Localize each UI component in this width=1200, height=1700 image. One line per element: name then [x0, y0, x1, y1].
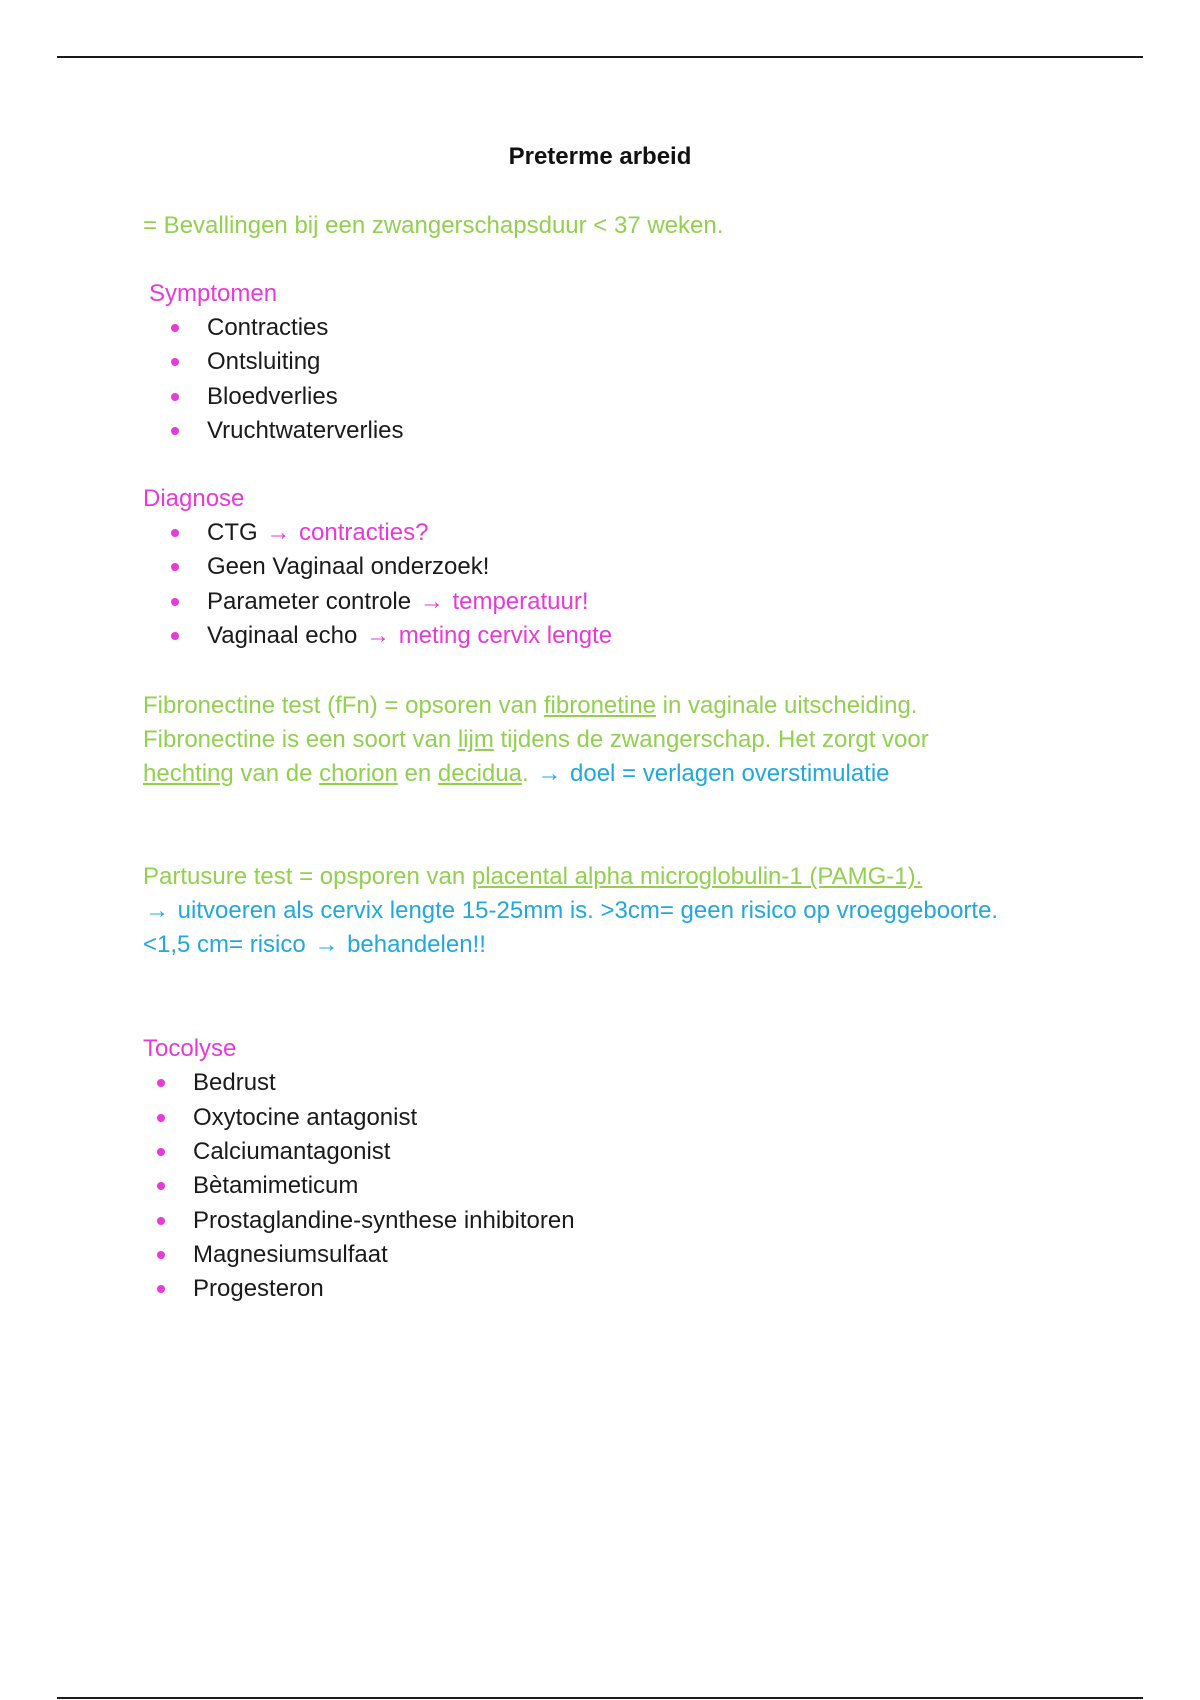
arrow-right-icon: → [145, 897, 169, 925]
arrow-right-icon: → [537, 760, 562, 788]
list-item: Bloedverlies [143, 380, 1103, 414]
bullet-icon [157, 1217, 165, 1225]
definition-line: = Bevallingen bij een zwangerschapsduur < 37 weken. [143, 212, 724, 239]
bullet-icon [171, 358, 179, 366]
list-item: Calciumantagonist [143, 1135, 1103, 1169]
arrow-right-icon: → [366, 622, 391, 650]
tocolysis-heading: Tocolyse [143, 1035, 237, 1063]
bullet-icon [157, 1079, 165, 1087]
list-item: Oxytocine antagonist [143, 1101, 1103, 1135]
bullet-icon [171, 529, 179, 537]
list-item: Vruchtwaterverlies [143, 414, 1103, 448]
header-rule [57, 56, 1143, 58]
symptoms-list [143, 311, 1103, 448]
arrow-right-icon: → [314, 931, 339, 959]
list-item: Geen Vaginaal onderzoek! [143, 550, 1103, 584]
footer-rule [57, 1697, 1143, 1699]
bullet-icon [157, 1114, 165, 1122]
list-item: CTG → contracties? [143, 516, 1103, 550]
tocolysis-list [143, 1066, 1103, 1306]
list-item: Vaginaal echo → meting cervix lengte [143, 619, 1103, 653]
list-item: Parameter controle → temperatuur! [143, 585, 1103, 619]
arrow-right-icon: → [266, 519, 291, 547]
bullet-icon [171, 563, 179, 571]
list-item: Progesteron [143, 1272, 1103, 1306]
partusure-paragraph: Partusure test = opsporen van placental alpha microglobulin-1 (PAMG-1). → uitvoeren als cervix lengte 15-25mm is. >3cm= geen risico op vroeggeboorte. <1,5 cm= risico → behandelen!! [143, 860, 1103, 962]
list-item: Contracties [143, 311, 1103, 345]
bullet-icon [171, 427, 179, 435]
symptoms-heading: Symptomen [149, 280, 278, 307]
bullet-icon [171, 598, 179, 606]
bullet-icon [157, 1148, 165, 1156]
diagnosis-list [143, 516, 1103, 653]
diagnosis-heading: Diagnose [143, 485, 245, 513]
list-item: Magnesiumsulfaat [143, 1238, 1103, 1272]
page-title: Preterme arbeid [508, 143, 692, 170]
bullet-icon [157, 1251, 165, 1259]
document-body [143, 140, 1103, 1306]
list-item: Ontsluiting [143, 345, 1103, 379]
goal-text: doel = verlagen overstimulatie [570, 760, 890, 788]
list-item: Prostaglandine-synthese inhibitoren [143, 1204, 1103, 1238]
list-item: Bètamimeticum [143, 1169, 1103, 1203]
list-item: Bedrust [143, 1066, 1103, 1100]
bullet-icon [157, 1285, 165, 1293]
bullet-icon [157, 1182, 165, 1190]
bullet-icon [171, 393, 179, 401]
bullet-icon [171, 324, 179, 332]
arrow-right-icon: → [419, 587, 444, 615]
bullet-icon [171, 632, 179, 640]
fibronectine-paragraph: Fibronectine test (fFn) = opsoren van fibronetine in vaginale uitscheiding. Fibronectine is een soort van lijm tijdens de zwangerschap. Het zorgt voor hechting van de chorion en decidua. → doel = verlagen overstimulatie [143, 689, 1103, 791]
